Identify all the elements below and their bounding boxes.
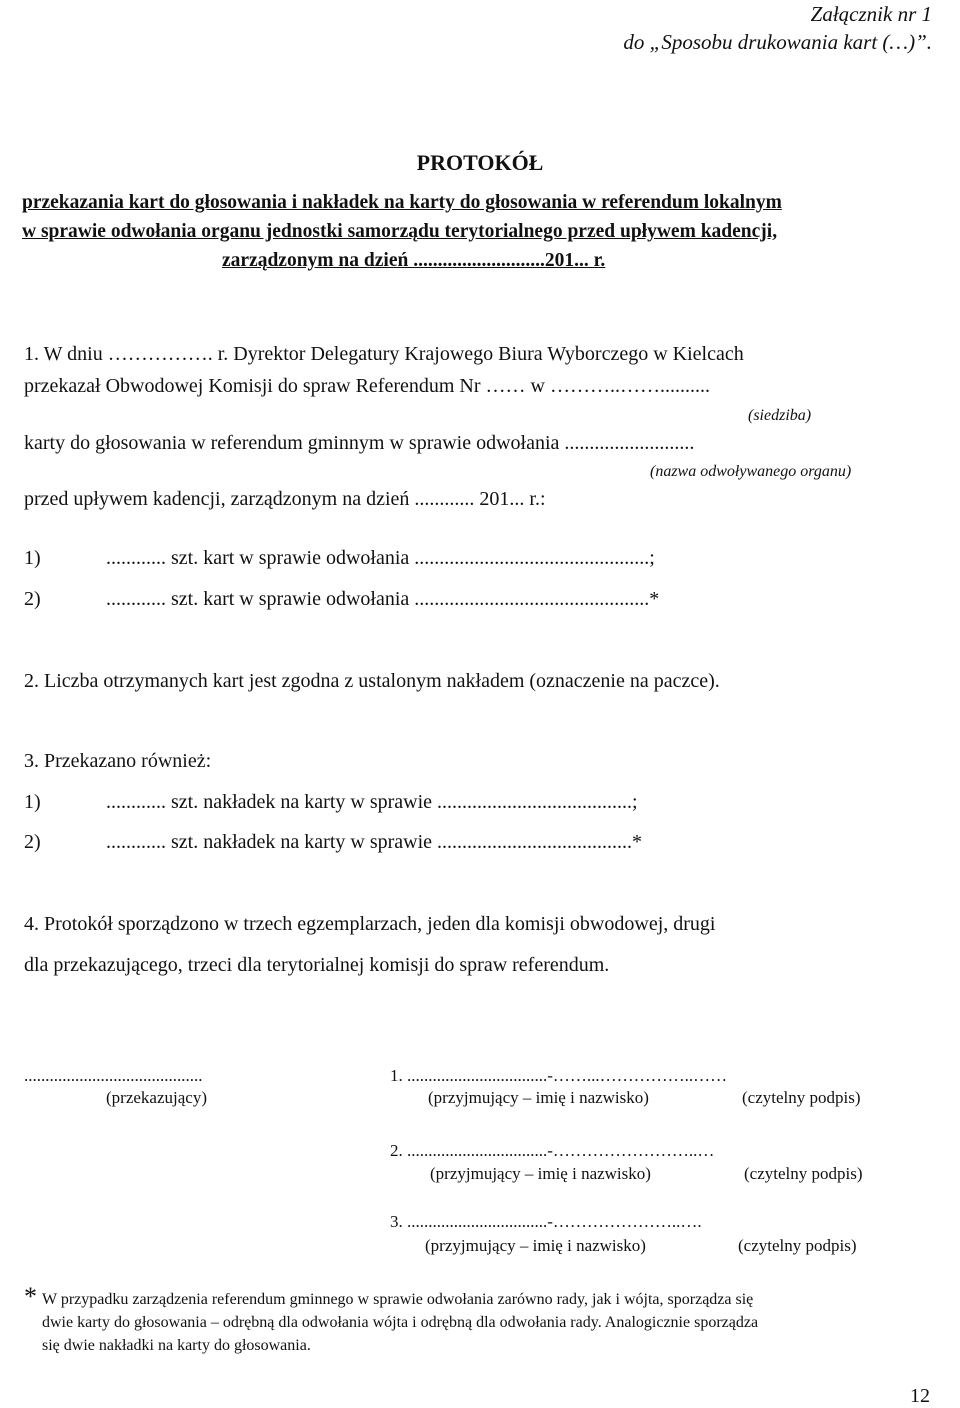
section1-line-4: przed upływem kadencji, zarządzonym na dzień ............ 201... r.: [24,488,546,510]
note-organ: (nazwa odwoływanego organu) [650,463,852,480]
section4-line-2: dla przekazującego, trzeci dla terytorialnej komisji do spraw referendum. [24,954,610,976]
heading-line-3: zarządzonym na dzień ...........................201... r. [222,250,606,271]
section3-item-1-text: ............ szt. nakładek na karty w sprawie .......................................; [106,791,638,813]
annex-line-1: Załącznik nr 1 [810,2,932,26]
section3-head: 3. Przekazano również: [24,750,212,772]
signature-right-3-who: (przyjmujący – imię i nazwisko) [425,1236,646,1255]
footnote-line-1: W przypadku zarządzenia referendum gminnego w sprawie odwołania zarówno rady, jak i wójta, sporządza się [42,1291,754,1308]
document-title: PROTOKÓŁ [416,150,544,175]
signature-right-1-who: (przyjmujący – imię i nazwisko) [428,1088,649,1107]
section3-item-2-text: ............ szt. nakładek na karty w sprawie .......................................* [106,831,643,853]
annex-line-2: do „Sposobu drukowania kart (…)”. [623,30,932,54]
heading-line-1: przekazania kart do głosowania i nakładek na karty do głosowania w referendum lokalnym [22,192,782,213]
section1-item-2-text: ............ szt. kart w sprawie odwołania ...............................................* [106,588,660,610]
signature-left-label: (przekazujący) [106,1088,207,1107]
signature-right-1-sign: (czytelny podpis) [742,1088,861,1107]
section1-line-1: 1. W dniu ……………. r. Dyrektor Delegatury Krajowego Biura Wyborczego w Kielcach [24,343,744,365]
signature-left-dots: .......................................... [24,1066,203,1085]
section1-item-1-num: 1) [24,547,41,569]
signature-right-1-dots: 1. .................................-……...……………..…… [390,1066,728,1085]
section1-item-2-num: 2) [24,588,41,610]
note-siedziba: (siedziba) [748,407,812,424]
page-number: 12 [910,1385,930,1407]
signature-right-3-sign: (czytelny podpis) [738,1236,857,1255]
signature-right-2-dots: 2. .................................-……………………..… [390,1141,715,1160]
signature-right-2-who: (przyjmujący – imię i nazwisko) [430,1164,651,1183]
footnote-star: * [24,1282,37,1311]
heading-line-2: w sprawie odwołania organu jednostki samorządu terytorialnego przed upływem kadencji, [22,221,778,242]
signature-right-3-dots: 3. .................................-…………………..…. [390,1212,702,1231]
section3-item-1-num: 1) [24,791,41,813]
section4-line-1: 4. Protokół sporządzono w trzech egzemplarzach, jeden dla komisji obwodowej, drugi [24,913,716,935]
signature-right-2-sign: (czytelny podpis) [744,1164,863,1183]
footnote-line-2: dwie karty do głosowania – odrębną dla odwołania wójta i odrębną dla odwołania rady. Analogicznie sporządza [42,1314,759,1331]
section2-text: 2. Liczba otrzymanych kart jest zgodna z ustalonym nakładem (oznaczenie na paczce). [24,670,720,692]
section1-line-3: karty do głosowania w referendum gminnym w sprawie odwołania .......................... [24,432,695,454]
section1-item-1-text: ............ szt. kart w sprawie odwołania ...............................................; [106,547,655,569]
section1-line-2: przekazał Obwodowej Komisji do spraw Referendum Nr …… w ………..…….......... [24,375,710,397]
footnote-line-3: się dwie nakładki na karty do głosowania. [42,1337,311,1354]
section3-item-2-num: 2) [24,831,41,853]
